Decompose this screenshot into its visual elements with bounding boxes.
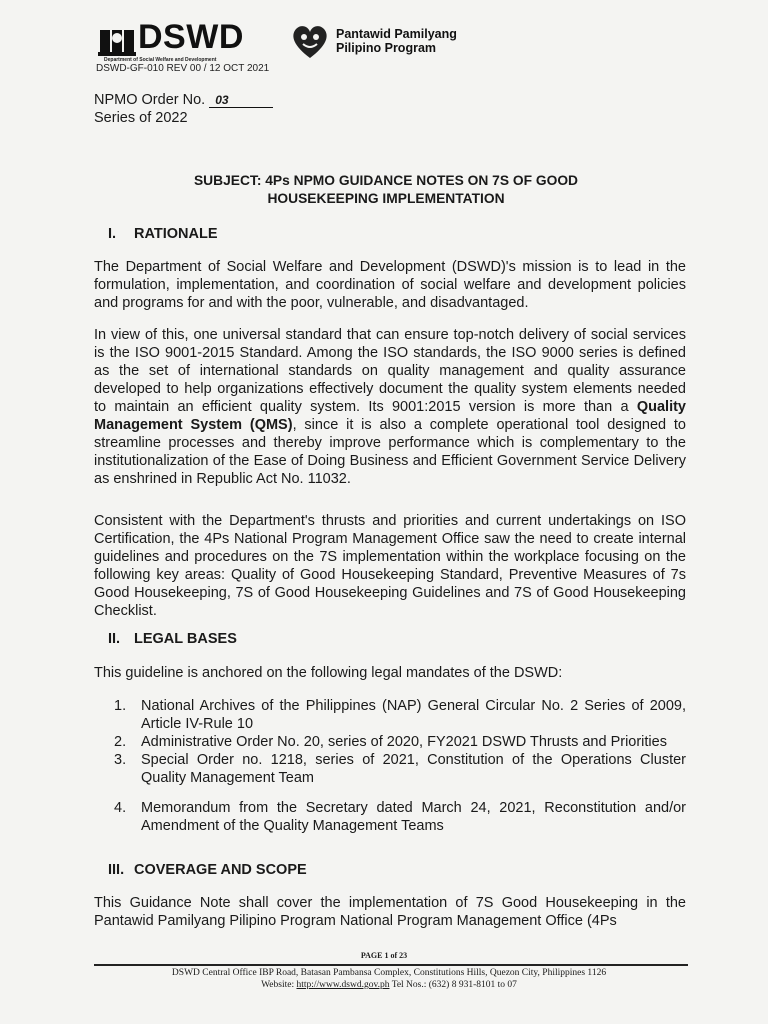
- dswd-emblem-icon: [98, 24, 138, 58]
- subject-line2: HOUSEKEEPING IMPLEMENTATION: [267, 191, 505, 206]
- telephone: Tel Nos.: (632) 8 931-8101 to 07: [391, 980, 517, 990]
- order-label: NPMO Order No.: [94, 92, 206, 108]
- order-block: [94, 91, 273, 127]
- heart-emblem-icon: [290, 22, 330, 62]
- para2-text-b: , since it is also a complete operational tool designed to streamline processes and thereby improve performance which is complementary to the institutionalization of the Ease of Doing Business and Efficient Government Service Delivery as enshrined in Republic Act No. 11032.: [94, 417, 686, 487]
- dswd-logo-text: DSWD: [138, 18, 244, 56]
- section-title: RATIONALE: [134, 226, 218, 242]
- section-heading-legal-bases: [94, 631, 237, 647]
- section-title: LEGAL BASES: [134, 631, 237, 647]
- footer-address-block: [0, 967, 768, 991]
- order-series: Series of 2022: [94, 110, 188, 126]
- subject-line1: SUBJECT: 4Ps NPMO GUIDANCE NOTES ON 7S OF GOOD: [193, 173, 579, 188]
- qms-bold-text: Quality Management System (QMS): [94, 399, 686, 433]
- rationale-paragraph-3: Consistent with the Department's thrusts and priorities and current undertakings on ISO Certification, the 4Ps National Program Management Office saw the need to create internal guidelines and procedures on the 7S implementation within the workplace focusing on the following key areas: Quality of Good Housekeeping Standard, Preventive Measures of 7s Good Housekeeping, 7S of Good Housekeeping Guidelines and 7S of Good Housekeeping Checklist.: [94, 513, 686, 619]
- list-item: 1. National Archives of the Philippines (NAP) General Circular No. 2 Series of 2009, Article IV-Rule 10: [114, 698, 686, 732]
- subject: [94, 172, 678, 208]
- footer-address: DSWD Central Office IBP Road, Batasan Pambansa Complex, Constitutions Hills, Quezon City, Philippines 1126: [171, 968, 607, 978]
- form-code: DSWD-GF-010 REV 00 / 12 OCT 2021: [96, 63, 270, 74]
- dswd-logo-subtext: Department of Social Welfare and Development: [104, 57, 217, 63]
- list-item: 2. Administrative Order No. 20, series of 2020, FY2021 DSWD Thrusts and Priorities: [114, 734, 667, 750]
- section-number: II.: [108, 631, 121, 647]
- section-title: COVERAGE AND SCOPE: [134, 862, 307, 878]
- footer-divider: [94, 964, 688, 966]
- section-heading-coverage: [94, 862, 307, 878]
- list-item: 3. Special Order no. 1218, series of 2021, Constitution of the Operations Cluster Quality Management Team: [114, 752, 686, 786]
- rationale-paragraph-1: The Department of Social Welfare and Development (DSWD)'s mission is to lead in the formulation, implementation, and coordination of social welfare and development policies and programs for and with the poor, vulnerable, and disadvantaged.: [94, 259, 686, 311]
- list-item: 4. Memorandum from the Secretary dated March 24, 2021, Reconstitution and/or Amendment of the Quality Management Teams: [114, 800, 686, 834]
- para2-text-a: In view of this, one universal standard that can ensure top-notch delivery of social services is the ISO 9001-2015 Standard. Among the ISO standards, the ISO 9000 series is defined as the set of international standards on quality management and quality assurance developed to help organizations effectively document the quality system elements needed to maintain an efficient quality system. Its 9001:2015 version is more than a: [94, 327, 686, 415]
- section-heading-rationale: [94, 226, 218, 242]
- coverage-paragraph: This Guidance Note shall cover the implementation of 7S Good Housekeeping in the Pantawid Pamilyang Pilipino Program National Program Management Office (4Ps: [94, 895, 686, 929]
- program-logo-line2: Pilipino Program: [336, 41, 437, 55]
- pantawid-logo: [290, 20, 460, 64]
- website-label: Website:: [261, 980, 295, 990]
- section-number: III.: [108, 862, 125, 878]
- order-number: 03: [209, 94, 273, 108]
- program-logo-line1: Pantawid Pamilyang: [336, 27, 457, 41]
- section-number: I.: [108, 226, 117, 242]
- legal-bases-list: [114, 697, 686, 835]
- rationale-paragraph-2: [94, 326, 686, 488]
- page-number: PAGE 1 of 23: [360, 951, 408, 960]
- legal-bases-intro: This guideline is anchored on the following legal mandates of the DSWD:: [94, 665, 563, 681]
- website-link[interactable]: http://www.dswd.gov.ph: [296, 980, 390, 990]
